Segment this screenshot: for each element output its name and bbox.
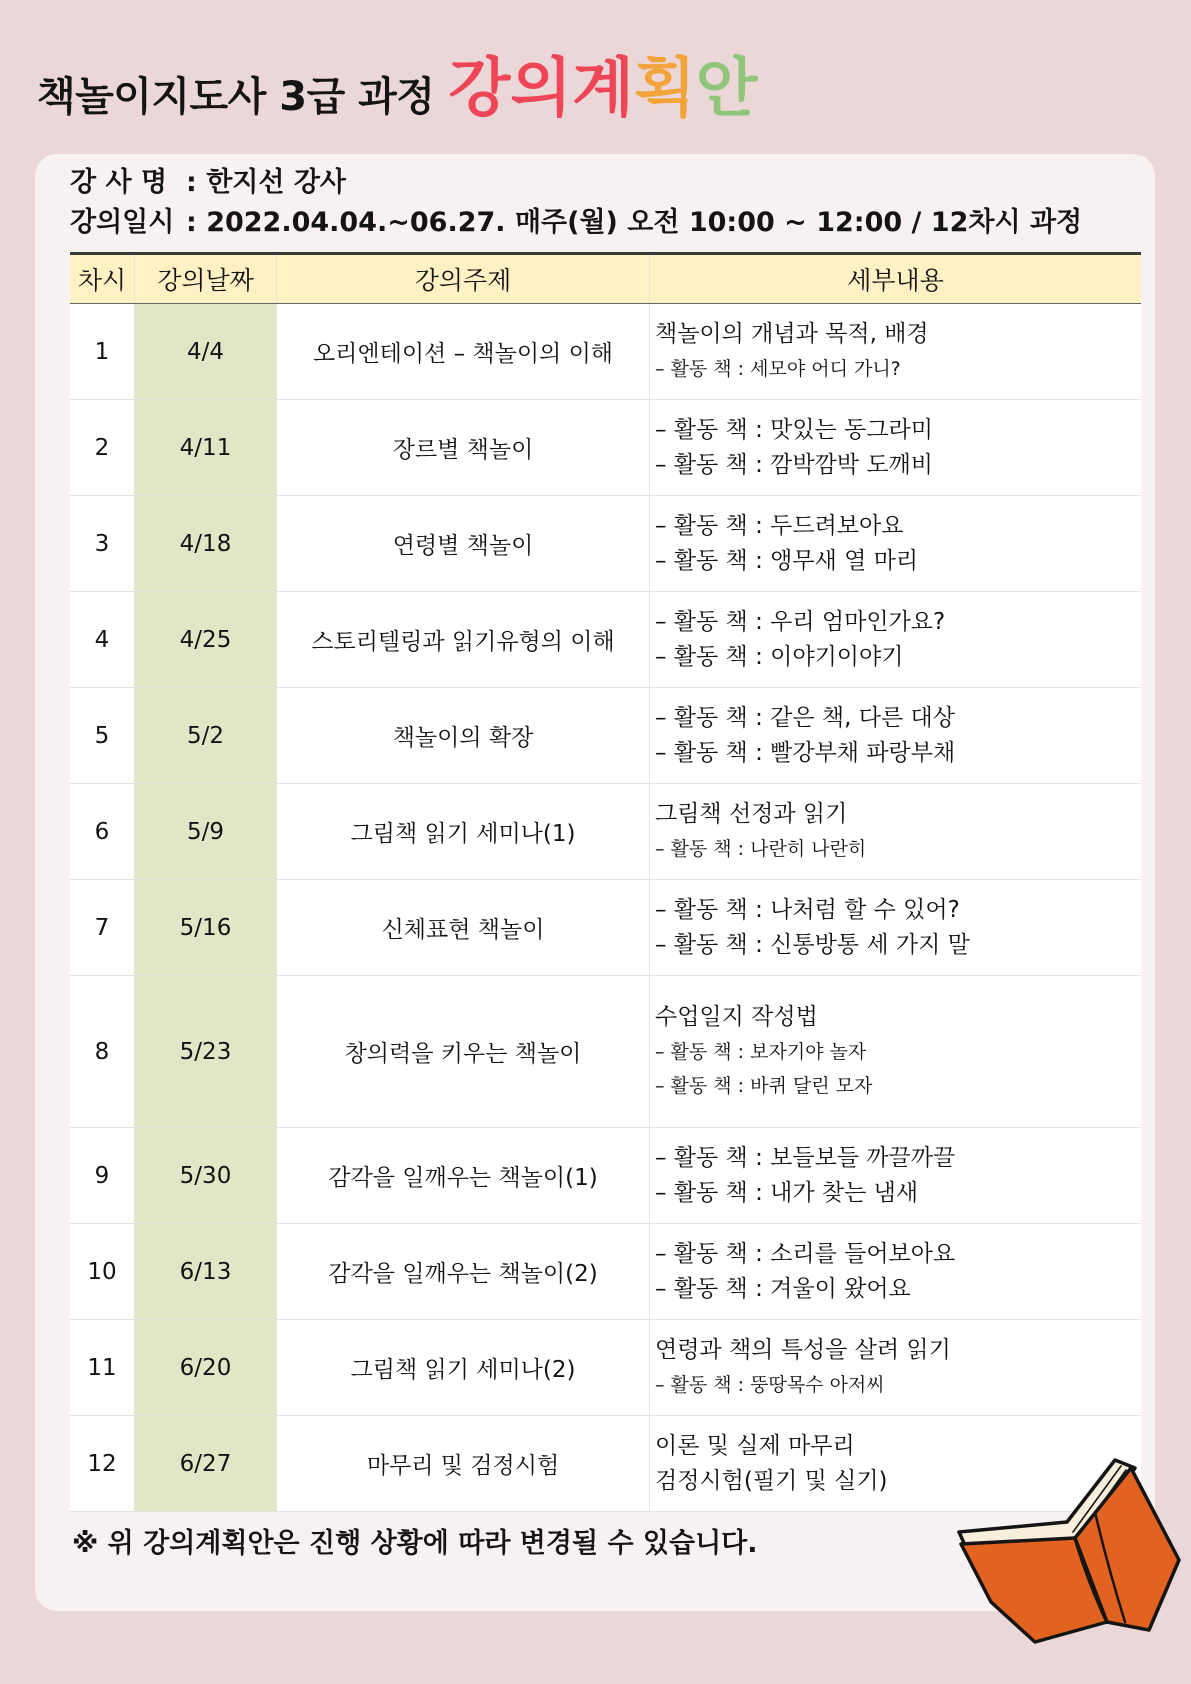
header-details: 세부내용 <box>847 266 944 295</box>
topic-cell: 오리엔테이션 – 책놀이의 이해 <box>277 304 650 399</box>
topic-cell: 창의력을 키우는 책놀이 <box>277 976 650 1127</box>
details-cell <box>650 400 1141 495</box>
table-row <box>70 880 1141 976</box>
header-topic: 강의주제 <box>277 255 650 303</box>
table-row <box>70 784 1141 880</box>
table-row <box>70 688 1141 784</box>
schedule-line <box>70 203 1082 243</box>
topic-cell: 그림책 읽기 세미나(2) <box>277 1320 650 1415</box>
title-highlight <box>448 54 757 124</box>
detail-line: 수업일지 작성법 <box>655 1004 818 1030</box>
schedule-value: : 2022.04.04.~06.27. 매주(월) 오전 10:00 ~ 12:00 / 12차시 과정 <box>186 207 1083 238</box>
detail-line: – 활동 책 : 두드려보아요 <box>655 512 904 539</box>
title-highlight-char: 의 <box>510 52 573 126</box>
topic-cell: 스토리텔링과 읽기유형의 이해 <box>277 592 650 687</box>
detail-line: – 활동 책 : 깜박깜박 도깨비 <box>655 451 933 478</box>
topic-cell: 감각을 일깨우는 책놀이(1) <box>277 1128 650 1223</box>
date-cell: 4/11 <box>135 400 277 495</box>
table-row <box>70 496 1141 592</box>
date-cell: 5/2 <box>135 688 277 783</box>
table-row <box>70 1320 1141 1416</box>
open-book-icon <box>955 1452 1183 1644</box>
date-cell: 5/9 <box>135 784 277 879</box>
session-cell: 2 <box>70 400 135 495</box>
topic-cell: 그림책 읽기 세미나(1) <box>277 784 650 879</box>
lecture-info <box>70 163 1082 243</box>
details-cell <box>650 976 1141 1127</box>
activity-note: – 활동 책 : 나란히 나란히 <box>655 838 867 860</box>
lecture-plan-table <box>70 252 1141 1512</box>
date-cell: 6/13 <box>135 1224 277 1319</box>
detail-line: 연령과 책의 특성을 살려 읽기 <box>655 1337 951 1363</box>
details-cell <box>650 1224 1141 1319</box>
topic-cell: 감각을 일깨우는 책놀이(2) <box>277 1224 650 1319</box>
date-cell: 4/4 <box>135 304 277 399</box>
activity-note: – 활동 책 : 보자기야 놀자 <box>655 1041 867 1063</box>
detail-line: – 활동 책 : 내가 찾는 냄새 <box>655 1179 919 1206</box>
detail-line: – 활동 책 : 신통방통 세 가지 말 <box>655 931 970 958</box>
detail-line: 검정시험(필기 및 실기) <box>655 1467 888 1494</box>
table-row <box>70 400 1141 496</box>
schedule-label: 강의일시 <box>70 207 175 238</box>
table-row <box>70 304 1141 400</box>
table-header-row <box>70 252 1141 304</box>
date-cell: 5/23 <box>135 976 277 1127</box>
table-row <box>70 1128 1141 1224</box>
title-highlight-char: 획 <box>633 52 696 126</box>
session-cell: 9 <box>70 1128 135 1223</box>
title-highlight-char: 강 <box>448 52 511 126</box>
header-date: 강의날짜 <box>135 255 277 303</box>
date-cell: 6/20 <box>135 1320 277 1415</box>
detail-line: – 활동 책 : 같은 책, 다른 대상 <box>655 704 955 731</box>
topic-cell: 마무리 및 검정시험 <box>277 1416 650 1511</box>
details-cell <box>650 880 1141 975</box>
details-cell <box>650 1320 1141 1415</box>
activity-note: – 활동 책 : 세모야 어디 가니? <box>655 358 901 380</box>
detail-line: – 활동 책 : 이야기이야기 <box>655 643 904 670</box>
session-cell: 10 <box>70 1224 135 1319</box>
detail-line: – 활동 책 : 나처럼 할 수 있어? <box>655 896 960 923</box>
session-cell: 4 <box>70 592 135 687</box>
topic-cell: 신체표현 책놀이 <box>277 880 650 975</box>
detail-line: – 활동 책 : 소리를 들어보아요 <box>655 1240 956 1267</box>
title-highlight-char: 계 <box>572 52 634 126</box>
activity-note: – 활동 책 : 바퀴 달린 모자 <box>655 1075 873 1097</box>
table-row <box>70 1224 1141 1320</box>
detail-line: – 활동 책 : 겨울이 왔어요 <box>655 1275 911 1302</box>
details-cell <box>650 496 1141 591</box>
table-row <box>70 592 1141 688</box>
date-cell: 4/25 <box>135 592 277 687</box>
details-cell <box>650 592 1141 687</box>
details-cell <box>650 688 1141 783</box>
session-cell: 12 <box>70 1416 135 1511</box>
detail-line: – 활동 책 : 보들보들 까끌까끌 <box>655 1144 956 1171</box>
instructor-line <box>70 163 1082 203</box>
title-prefix: 책놀이지도사 3급 과정 <box>37 74 435 120</box>
table-row <box>70 976 1141 1128</box>
detail-line: – 활동 책 : 맛있는 동그라미 <box>655 416 933 443</box>
date-cell: 6/27 <box>135 1416 277 1511</box>
session-cell: 6 <box>70 784 135 879</box>
detail-line: – 활동 책 : 앵무새 열 마리 <box>655 547 919 574</box>
session-cell: 7 <box>70 880 135 975</box>
title-highlight-char: 안 <box>695 52 758 126</box>
detail-line: 그림책 선정과 읽기 <box>655 801 848 827</box>
topic-cell: 장르별 책놀이 <box>277 400 650 495</box>
detail-line: – 활동 책 : 우리 엄마인가요? <box>655 608 946 635</box>
topic-cell: 책놀이의 확장 <box>277 688 650 783</box>
session-cell: 5 <box>70 688 135 783</box>
instructor-label: 강 사 명 <box>70 167 168 198</box>
details-cell <box>650 304 1141 399</box>
instructor-value: : 한지선 강사 <box>186 167 347 198</box>
session-cell: 1 <box>70 304 135 399</box>
page-title <box>37 54 758 124</box>
footer-note: ※ 위 강의계획안은 진행 상황에 따라 변경될 수 있습니다. <box>72 1528 758 1559</box>
date-cell: 5/16 <box>135 880 277 975</box>
session-cell: 11 <box>70 1320 135 1415</box>
session-cell: 8 <box>70 976 135 1127</box>
date-cell: 5/30 <box>135 1128 277 1223</box>
date-cell: 4/18 <box>135 496 277 591</box>
activity-note: – 활동 책 : 뚱땅목수 아저씨 <box>655 1374 885 1396</box>
topic-cell: 연령별 책놀이 <box>277 496 650 591</box>
detail-line: 책놀이의 개념과 목적, 배경 <box>655 321 929 347</box>
table-body <box>70 304 1141 1512</box>
details-cell <box>650 784 1141 879</box>
details-cell <box>650 1128 1141 1223</box>
header-session: 차시 <box>70 255 135 303</box>
detail-line: 이론 및 실제 마무리 <box>655 1432 855 1459</box>
session-cell: 3 <box>70 496 135 591</box>
detail-line: – 활동 책 : 빨강부채 파랑부채 <box>655 739 956 766</box>
